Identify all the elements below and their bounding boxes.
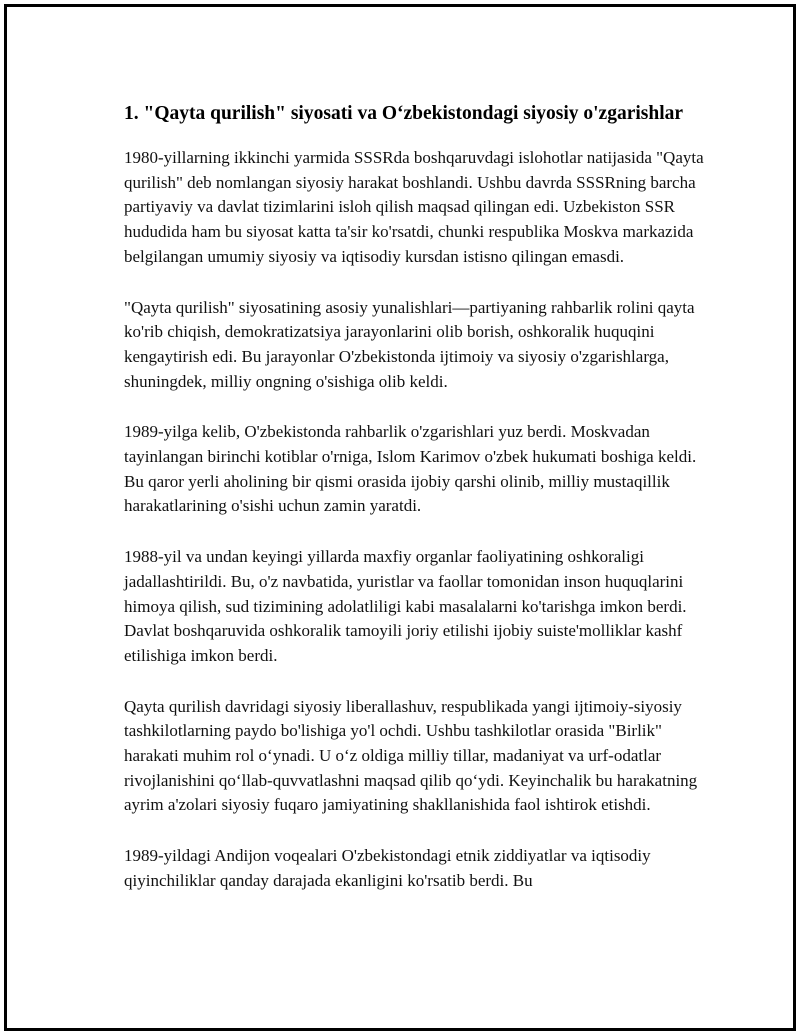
paragraph-5: Qayta qurilish davridagi siyosiy liberallashuv, respublikada yangi ijtimoiy-siyosiy tashkilotlarning paydo bo'lishiga yo'l ochdi. Ushbu tashkilotlar orasida "Birlik" harakati muhim rol o‘ynadi. U o‘z oldiga milliy tillar, madaniyat va urf-odatlar rivojlanishini qo‘llab-quvvatlashni maqsad qilib qo‘ydi. Keyinchalik bu harakatning ayrim a'zolari siyosiy fuqaro jamiyatining shakllanishida faol ishtirok etishdi. (124, 696, 698, 815)
document-title: 1. "Qayta qurilish" siyosati va O‘zbekistondagi siyosiy o'zgarishlar (124, 103, 684, 124)
paragraph-1: 1980-yillarning ikkinchi yarmida SSSRda boshqaruvdagi islohotlar natijasida "Qayta qurilish" deb nomlangan siyosiy harakat boshlandi. Ushbu davrda SSSRning barcha partiyaviy va davlat tizimlarini isloh qilish maqsad qilingan edi. Uzbekiston SSR hududida ham bu siyosat katta ta'sir ko'rsatdi, chunki respublika Moskva markazida belgilangan umumiy siyosiy va iqtisodiy kursdan istisno qilingan emasdi. (124, 148, 704, 266)
paragraph-3: 1989-yilga kelib, O'zbekistonda rahbarlik o'zgarishlari yuz berdi. Moskvadan tayinlangan birinchi kotiblar o'rniga, Islom Karimov o'zbek hukumati boshiga keldi. Bu qaror yerli aholining bir qismi orasida ijobiy qarshi olinib, milliy mustaqillik harakatlarining o'sishi uchun zamin yaratdi. (124, 422, 697, 516)
page-frame (4, 4, 796, 1031)
paragraph-4: 1988-yil va undan keyingi yillarda maxfiy organlar faoliyatining oshkoraligi jadallashtirildi. Bu, o'z navbatida, yuristlar va faollar tomonidan inson huquqlarini himoya qilish, sud tizimining adolatliligi kabi masalalarni ko'tarishga imkon berdi. Davlat boshqaruvida oshkoralik tamoyili joriy etilishi ijobiy suiste'molliklar kashf etilishiga imkon berdi. (124, 547, 687, 665)
document-body (124, 99, 704, 920)
paragraph-2: "Qayta qurilish" siyosatining asosiy yunalishlari—partiyaning rahbarlik rolini qayta ko'rib chiqish, demokratizatsiya jarayonlarini olib borish, oshkoralik huquqini kengaytirish edi. Bu jarayonlar O'zbekistonda ijtimoiy va siyosiy o'zgarishlarga, shuningdek, milliy ongning o'sishiga olib keldi. (124, 297, 695, 391)
paragraph-6: 1989-yildagi Andijon voqealari O'zbekistondagi etnik ziddiyatlar va iqtisodiy qiyinchiliklar qanday darajada ekanligini ko'rsatib berdi. Bu (124, 846, 651, 890)
